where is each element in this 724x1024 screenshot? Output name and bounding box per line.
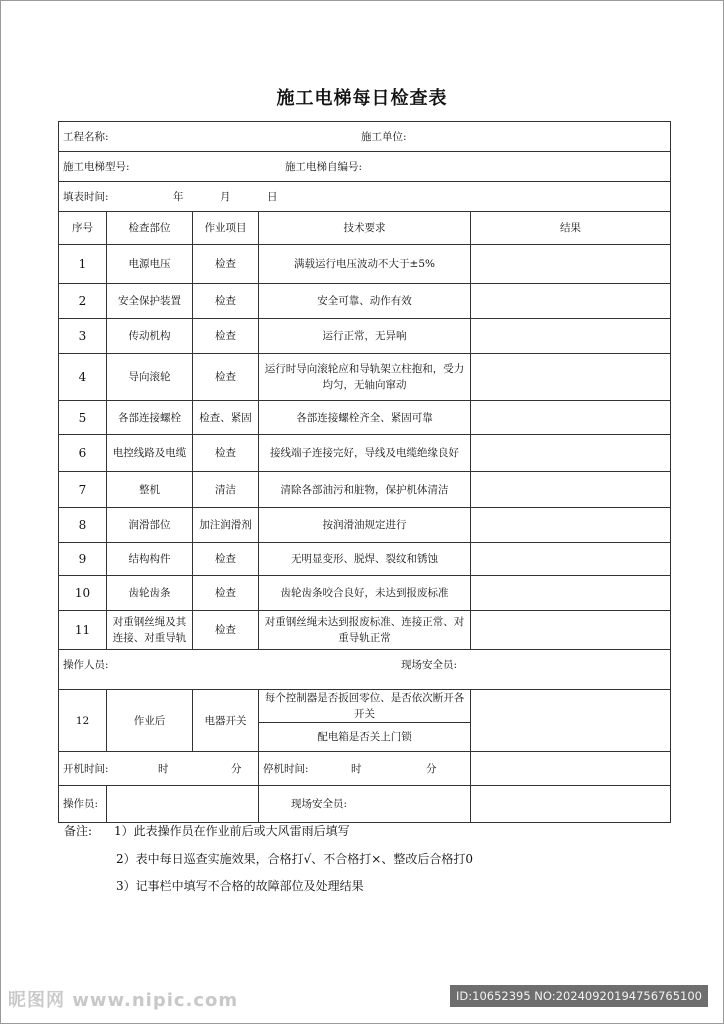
stop-time-label: 停机时间: [263, 762, 309, 775]
table-row [59, 354, 671, 401]
fill-time-label: 填表时间: [63, 190, 109, 203]
note-item-3: 3）记事栏中填写不合格的故障部位及处理结果 [116, 879, 364, 893]
row-result[interactable] [471, 543, 671, 576]
time-row-blank[interactable] [471, 752, 671, 786]
stop-minute-label: 分 [426, 762, 437, 775]
row-part: 传动机构 [107, 319, 193, 354]
row-part: 齿轮齿条 [107, 576, 193, 611]
table-row [59, 576, 671, 611]
note-item-2: 2）表中每日巡查实施效果，合格打√、不合格打×、整改后合格打0 [116, 852, 473, 866]
row-result[interactable] [471, 472, 671, 508]
month-label: 月 [220, 190, 231, 203]
row-part: 对重钢丝绳及其连接、对重导轨 [107, 611, 193, 650]
row-requirement: 安全可靠、动作有效 [259, 284, 471, 319]
table-row [59, 401, 671, 435]
row-requirement: 接线端子连接完好，导线及电缆绝缘良好 [259, 435, 471, 472]
row-task: 加注润滑剂 [193, 508, 259, 543]
info-row-model [59, 152, 671, 182]
row-result[interactable] [471, 319, 671, 354]
row-part: 结构构件 [107, 543, 193, 576]
info-row-project [59, 122, 671, 152]
table-row [59, 245, 671, 284]
row-result[interactable] [471, 508, 671, 543]
note-item-1: 1）此表操作员在作业前后或大风雷雨后填写 [114, 824, 350, 838]
row12-no: 12 [59, 690, 107, 752]
row12-part: 作业后 [107, 690, 193, 752]
row-part: 各部连接螺栓 [107, 401, 193, 435]
table-row [59, 508, 671, 543]
row-task: 检查 [193, 543, 259, 576]
row-part: 润滑部位 [107, 508, 193, 543]
row-task: 检查、紧固 [193, 401, 259, 435]
watermark-site: 昵图网 www.nipic.com [8, 990, 239, 1011]
row-result[interactable] [471, 284, 671, 319]
year-label: 年 [173, 190, 184, 203]
row12-requirement-1: 每个控制器是否扳回零位、是否依次断开各开关 [259, 690, 471, 723]
table-row [59, 543, 671, 576]
row-no: 2 [59, 284, 107, 319]
row-requirement: 清除各部油污和脏物，保护机体清洁 [259, 472, 471, 508]
row-task: 检查 [193, 576, 259, 611]
header-requirement: 技术要求 [259, 212, 471, 245]
row-part: 电源电压 [107, 245, 193, 284]
project-name-label: 工程名称: [63, 130, 109, 143]
row-part: 导向滚轮 [107, 354, 193, 401]
watermark-id-banner: ID:10652395 NO:20240920194756765100 [450, 985, 708, 1007]
row-result[interactable] [471, 245, 671, 284]
row-requirement: 运行正常，无异响 [259, 319, 471, 354]
row12-result[interactable] [471, 690, 671, 752]
operators-row [59, 650, 671, 690]
table-row [59, 319, 671, 354]
row-no: 8 [59, 508, 107, 543]
table-row [59, 472, 671, 508]
row-no: 5 [59, 401, 107, 435]
row-requirement: 按润滑油规定进行 [259, 508, 471, 543]
row-result[interactable] [471, 401, 671, 435]
start-hour-label: 时 [158, 762, 169, 775]
table-header-row [59, 212, 671, 245]
row-requirement: 齿轮齿条咬合良好，未达到报废标准 [259, 576, 471, 611]
time-row [59, 752, 671, 786]
row-task: 清洁 [193, 472, 259, 508]
row-result[interactable] [471, 611, 671, 650]
row-no: 6 [59, 435, 107, 472]
row-task: 检查 [193, 245, 259, 284]
row-part: 整机 [107, 472, 193, 508]
row-no: 9 [59, 543, 107, 576]
notes-label: 备注: [64, 824, 93, 838]
row-task: 检查 [193, 354, 259, 401]
row-no: 3 [59, 319, 107, 354]
start-minute-label: 分 [231, 762, 242, 775]
table-row [59, 284, 671, 319]
row12-task: 电器开关 [193, 690, 259, 752]
header-task: 作业项目 [193, 212, 259, 245]
row-no: 1 [59, 245, 107, 284]
row-requirement: 无明显变形、脱焊、裂纹和锈蚀 [259, 543, 471, 576]
operator-staff-label: 操作人员: [63, 659, 109, 671]
operator-sign-label: 操作员: [59, 786, 107, 823]
row-no: 10 [59, 576, 107, 611]
header-result: 结果 [471, 212, 671, 245]
inspection-table [58, 121, 671, 823]
row-requirement: 对重钢丝绳未达到报废标准、连接正常、对重导轨正常 [259, 611, 471, 650]
row-no: 4 [59, 354, 107, 401]
operator-sign-field[interactable] [107, 786, 259, 823]
row-result[interactable] [471, 354, 671, 401]
row12-requirement-2: 配电箱是否关上门锁 [259, 723, 471, 752]
table-row-after-work [59, 690, 671, 723]
table-row [59, 435, 671, 472]
safety-sign-field[interactable] [471, 786, 671, 823]
row-task: 检查 [193, 435, 259, 472]
start-time-label: 开机时间: [63, 762, 109, 775]
row-task: 检查 [193, 319, 259, 354]
row-requirement: 满载运行电压波动不大于±5% [259, 245, 471, 284]
row-result[interactable] [471, 576, 671, 611]
row-result[interactable] [471, 435, 671, 472]
elevator-model-label: 施工电梯型号: [63, 160, 130, 173]
row-requirement: 各部连接螺栓齐全、紧固可靠 [259, 401, 471, 435]
sign-row [59, 786, 671, 823]
row-part: 电控线路及电缆 [107, 435, 193, 472]
row-task: 检查 [193, 284, 259, 319]
elevator-self-no-label: 施工电梯自编号: [285, 160, 363, 173]
row-task: 检查 [193, 611, 259, 650]
page-title: 施工电梯每日检查表 [276, 88, 448, 109]
day-label: 日 [267, 190, 278, 203]
row-no: 7 [59, 472, 107, 508]
site-safety-officer-label: 现场安全员: [401, 659, 458, 671]
header-part: 检查部位 [107, 212, 193, 245]
construction-unit-label: 施工单位: [361, 130, 407, 143]
row-no: 11 [59, 611, 107, 650]
header-no: 序号 [59, 212, 107, 245]
safety-sign-label: 现场安全员: [259, 786, 471, 823]
info-row-date [59, 182, 671, 212]
stop-hour-label: 时 [351, 762, 362, 775]
row-part: 安全保护装置 [107, 284, 193, 319]
row-requirement: 运行时导向滚轮应和导轨架立柱抱和，受力均匀，无轴向窜动 [259, 354, 471, 401]
table-row [59, 611, 671, 650]
